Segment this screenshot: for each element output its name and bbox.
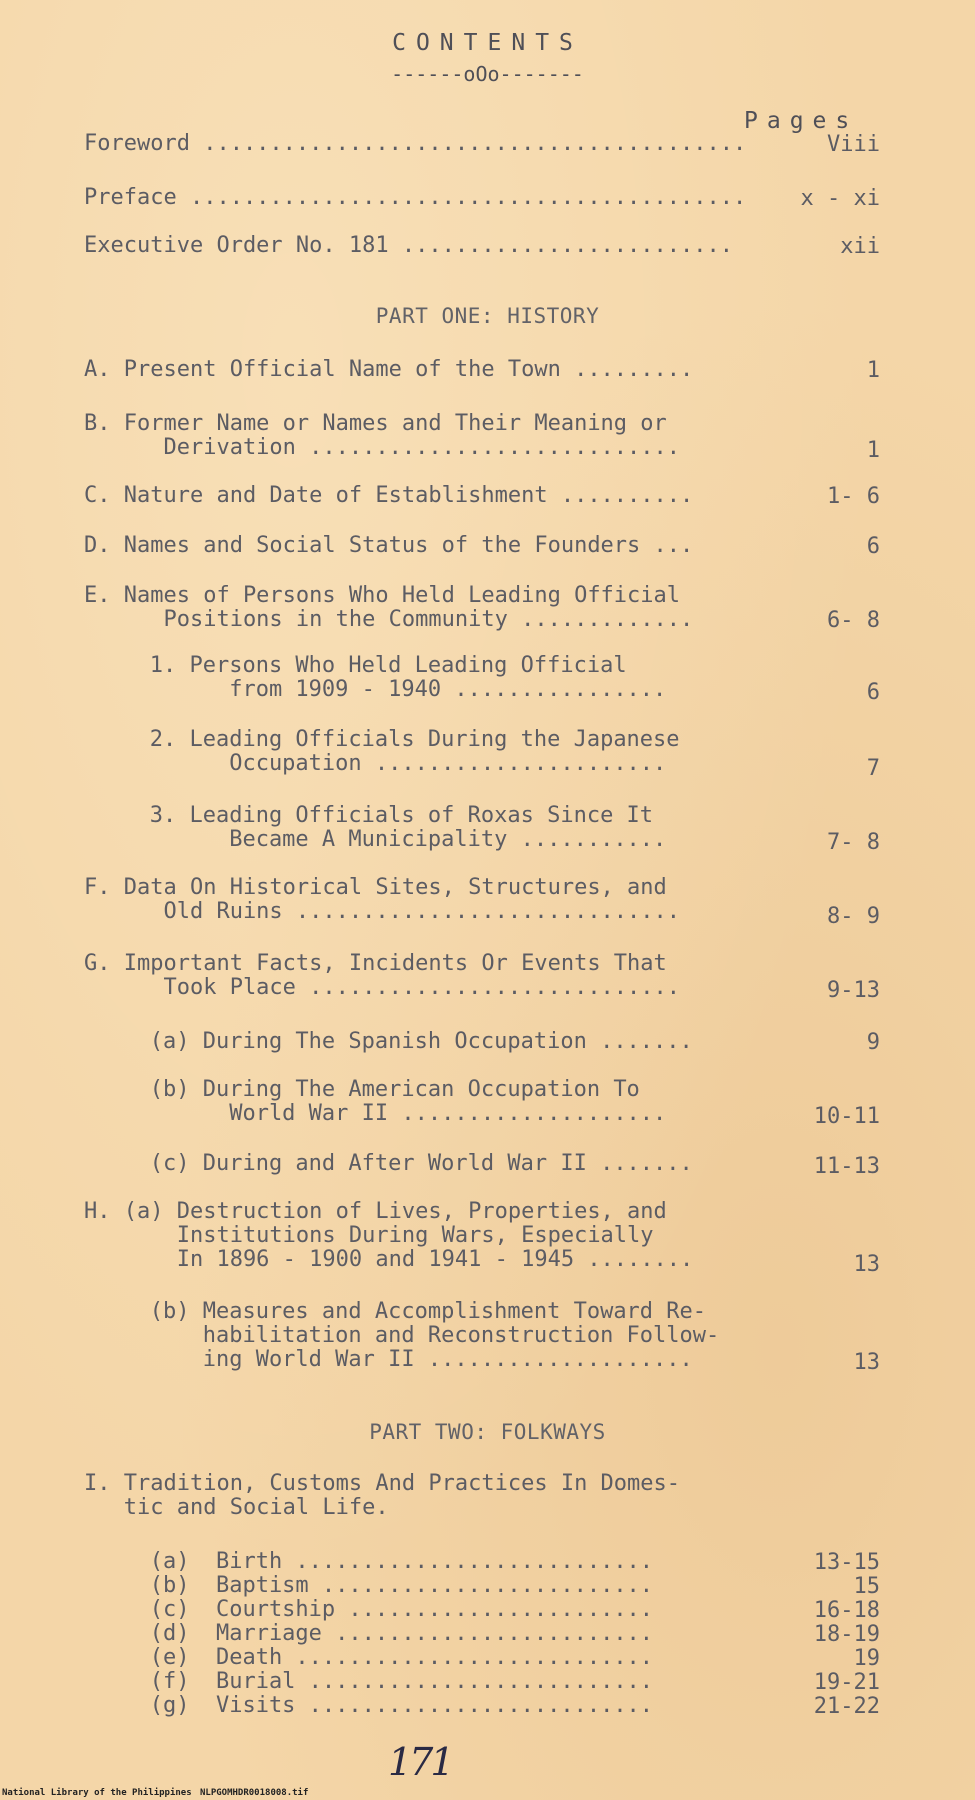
preface-entry: Preface .......................................... [84, 185, 747, 210]
item-marriage: (d) Marriage ........................ [110, 1621, 654, 1646]
entry-f-line-2: Old Ruins ............................. [84, 899, 681, 924]
part-two-intro-line-2: tic and Social Life. [84, 1495, 389, 1520]
entry-hb-line-2: habilitation and Reconstruction Follow- [110, 1323, 720, 1348]
entry-gc-pages: 11-13 [813, 1154, 880, 1179]
entry-e-line-2: Positions in the Community ............. [84, 607, 694, 632]
entry-gb-line-2: World War II .................... [110, 1101, 667, 1126]
entry-b-pages: 1 [866, 438, 880, 463]
entry-e3-pages: 7- 8 [827, 830, 880, 855]
entry-e3-line-1: 3. Leading Officials of Roxas Since It [110, 803, 654, 828]
item-birth-pages: 13-15 [813, 1550, 880, 1575]
entry-e2-line-2: Occupation ...................... [110, 751, 667, 776]
contents-title: CONTENTS [392, 30, 583, 56]
library-credit: National Library of the Philippines [2, 1788, 192, 1798]
item-death: (e) Death ........................... [110, 1645, 654, 1670]
entry-a-pages: 1 [866, 358, 880, 383]
pages-column-header: Pages [744, 108, 859, 134]
entry-d-line-1: D. Names and Social Status of the Founders ... [84, 533, 694, 558]
entry-b-line-2: Derivation ............................ [84, 435, 681, 460]
item-visits-pages: 21-22 [813, 1694, 880, 1719]
entry-ha-line-3: In 1896 - 1900 and 1941 - 1945 ........ [84, 1247, 694, 1272]
entry-ga-line-1: (a) During The Spanish Occupation ....... [110, 1029, 693, 1054]
entry-f-pages: 8- 9 [827, 904, 880, 929]
handwritten-page-number: 171 [388, 1740, 452, 1784]
entry-gb-pages: 10-11 [813, 1104, 880, 1129]
entry-e1-pages: 6 [866, 680, 880, 705]
entry-c-line-1: C. Nature and Date of Establishment .......... [84, 483, 694, 508]
executive-order-entry: Executive Order No. 181 ......................... [84, 233, 734, 258]
item-courtship-pages: 16-18 [813, 1598, 880, 1623]
entry-e-pages: 6- 8 [827, 608, 880, 633]
entry-gb-line-1: (b) During The American Occupation To [110, 1077, 640, 1102]
entry-e-line-1: E. Names of Persons Who Held Leading Official [84, 583, 681, 608]
entry-ha-pages: 13 [853, 1252, 880, 1277]
entry-e2-line-1: 2. Leading Officials During the Japanese [110, 727, 680, 752]
entry-g-line-2: Took Place ............................ [84, 975, 681, 1000]
entry-c-pages: 1- 6 [827, 484, 880, 509]
entry-f-line-1: F. Data On Historical Sites, Structures, and [84, 875, 667, 900]
item-birth: (a) Birth ........................... [110, 1549, 654, 1574]
scan-filename: NLPGOMHDR0018008.tif [200, 1788, 309, 1798]
item-burial: (f) Burial .......................... [110, 1669, 654, 1694]
item-courtship: (c) Courtship ....................... [110, 1597, 654, 1622]
entry-b-line-1: B. Former Name or Names and Their Meaning or [84, 411, 667, 436]
preface-pages: x - xi [800, 186, 880, 211]
item-baptism: (b) Baptism ......................... [110, 1573, 654, 1598]
title-rule: ------oOo------- [391, 62, 584, 86]
item-burial-pages: 19-21 [813, 1670, 880, 1695]
entry-hb-line-3: ing World War II .................... [110, 1347, 693, 1372]
foreword-entry: Foreword ......................................... [84, 131, 747, 156]
part-one-title: PART ONE: HISTORY [375, 304, 600, 328]
entry-e3-line-2: Became A Municipality ........... [110, 827, 667, 852]
part-two-intro-line-1: I. Tradition, Customs And Practices In Domes- [84, 1471, 681, 1496]
entry-d-pages: 6 [866, 534, 880, 559]
item-visits: (g) Visits .......................... [110, 1693, 654, 1718]
item-marriage-pages: 18-19 [813, 1622, 880, 1647]
entry-ga-pages: 9 [866, 1030, 880, 1055]
item-baptism-pages: 15 [853, 1574, 880, 1599]
entry-e1-line-2: from 1909 - 1940 ................ [110, 677, 667, 702]
entry-g-line-1: G. Important Facts, Incidents Or Events That [84, 951, 667, 976]
entry-a-line-1: A. Present Official Name of the Town ......... [84, 357, 694, 382]
entry-gc-line-1: (c) During and After World War II ....... [110, 1151, 693, 1176]
entry-ha-line-2: Institutions During Wars, Especially [84, 1223, 654, 1248]
entry-e2-pages: 7 [866, 756, 880, 781]
entry-e1-line-1: 1. Persons Who Held Leading Official [110, 653, 627, 678]
item-death-pages: 19 [853, 1646, 880, 1671]
entry-hb-line-1: (b) Measures and Accomplishment Toward Re- [110, 1299, 707, 1324]
foreword-pages: Viii [827, 132, 880, 157]
entry-g-pages: 9-13 [827, 978, 880, 1003]
executive-order-pages: xii [840, 234, 880, 259]
entry-hb-pages: 13 [853, 1350, 880, 1375]
entry-ha-line-1: H. (a) Destruction of Lives, Properties, and [84, 1199, 667, 1224]
part-two-title: PART TWO: FOLKWAYS [369, 1420, 606, 1444]
